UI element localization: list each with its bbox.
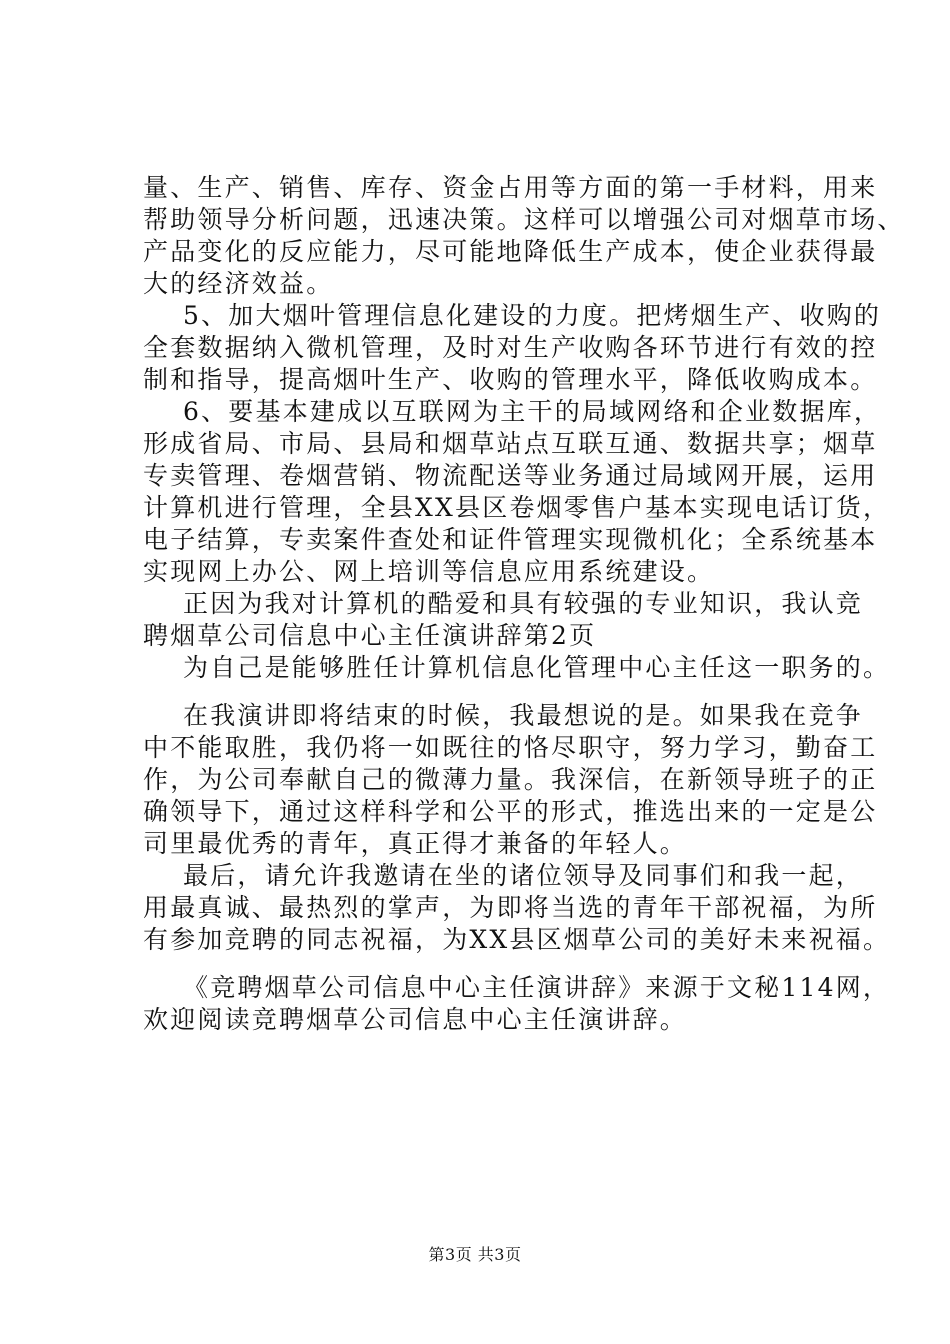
body-text-line: 大的经济效益。 <box>143 269 334 298</box>
paragraph-5-start: 5、加大烟叶管理信息化建设的力度。把烤烟生产、收购的 <box>183 301 882 330</box>
source-note-start: 《竞聘烟草公司信息中心主任演讲辞》来源于文秘114网， <box>183 973 891 1002</box>
body-text-line: 帮助领导分析问题，迅速决策。这样可以增强公司对烟草市场、 <box>143 205 905 234</box>
source-note-line: 欢迎阅读竞聘烟草公司信息中心主任演讲辞。 <box>143 1005 688 1034</box>
body-text-line: 量、生产、销售、库存、资金占用等方面的第一手材料，用来 <box>143 173 878 202</box>
paragraph-start: 最后，请允许我邀请在坐的诸位领导及同事们和我一起， <box>183 861 864 890</box>
body-text-line: 计算机进行管理，全县XX县区卷烟零售户基本实现电话订货， <box>143 493 891 522</box>
body-text-line: 专卖管理、卷烟营销、物流配送等业务通过局域网开展，运用 <box>143 461 878 490</box>
body-text-line: 电子结算，专卖案件查处和证件管理实现微机化；全系统基本 <box>143 525 878 554</box>
body-text-line: 实现网上办公、网上培训等信息应用系统建设。 <box>143 557 715 586</box>
body-text-line: 制和指导，提高烟叶生产、收购的管理水平，降低收购成本。 <box>143 365 878 394</box>
paragraph-start: 正因为我对计算机的酷爱和具有较强的专业知识，我认竞 <box>183 589 864 618</box>
body-text-line: 产品变化的反应能力，尽可能地降低生产成本，使企业获得最 <box>143 237 878 266</box>
paragraph-start: 在我演讲即将结束的时候，我最想说的是。如果我在竞争 <box>183 701 864 730</box>
body-text-line: 用最真诚、最热烈的掌声，为即将当选的青年干部祝福，为所 <box>143 893 878 922</box>
body-text-line: 为自己是能够胜任计算机信息化管理中心主任这一职务的。 <box>183 653 891 682</box>
body-text-line: 有参加竞聘的同志祝福，为XX县区烟草公司的美好未来祝福。 <box>143 925 891 954</box>
body-text-line: 作，为公司奉献自己的微薄力量。我深信，在新领导班子的正 <box>143 765 878 794</box>
page-number-footer: 第3页 共3页 <box>428 1245 522 1264</box>
body-text-line: 中不能取胜，我仍将一如既往的恪尽职守，努力学习，勤奋工 <box>143 733 878 762</box>
body-text-line: 司里最优秀的青年，真正得才兼备的年轻人。 <box>143 829 688 858</box>
body-text-line: 聘烟草公司信息中心主任演讲辞第2页 <box>143 621 597 650</box>
body-text-line: 形成省局、市局、县局和烟草站点互联互通、数据共享；烟草 <box>143 429 878 458</box>
paragraph-6-start: 6、要基本建成以互联网为主干的局域网络和企业数据库， <box>183 397 882 426</box>
body-text-line: 全套数据纳入微机管理，及时对生产收购各环节进行有效的控 <box>143 333 878 362</box>
body-text-line: 确领导下，通过这样科学和公平的形式，推选出来的一定是公 <box>143 797 878 826</box>
